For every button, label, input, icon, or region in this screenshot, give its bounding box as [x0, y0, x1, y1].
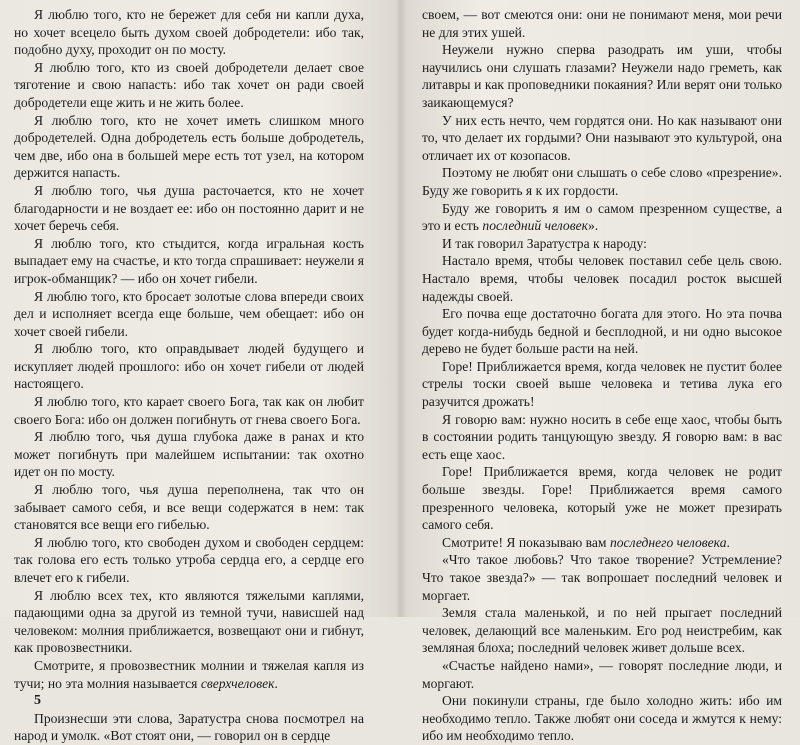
paragraph: Я говорю вам: нужно носить в себе еще хаос, чтобы быть в состоянии родить танцующую звезду. Я говорю вам: в вас есть еще хаос. [422, 411, 782, 462]
paragraph: Произнесши эти слова, Заратустра снова посмотрел на народ и умолк. «Вот стоят они, — говорил он в сердце [14, 710, 364, 744]
paragraph: Горе! Приближается время, когда человек не пустит более стрелы тоски своей выше человека и тетива лука его разучится дрожать! [422, 358, 782, 410]
right-text-column [422, 6, 782, 745]
paragraph [422, 534, 782, 552]
emphasized-term: сверхчеловек [200, 675, 275, 691]
paragraph: У них есть нечто, чем гордятся они. Но как называют они то, что делает их гордыми? Они называют это культурой, она отличает их от козопасов. [422, 112, 782, 163]
paragraph: Поэтому не любят они слышать о себе слово «презрение». Буду же говорить я к их гордости. [422, 165, 782, 198]
right-page [402, 0, 800, 744]
left-page [0, 0, 398, 744]
paragraph: Я люблю того, кто карает своего Бога, так как он любит своего Бога: ибо он должен погибнуть от гнева своего Бога. [14, 394, 364, 427]
paragraph: Я люблю того, кто из своей добродетели делает свое тяготение и свою напасть: ибо так хочет он ради своей добродетели еще жить и не жить более. [14, 59, 364, 110]
paragraph: Неужели нужно сперва разодрать им уши, чтобы научились они слушать глазами? Неужели надо греметь, как литавры и как проповедники покаяния? Или верят они только заикающемуся? [422, 42, 782, 110]
paragraph: Я люблю того, кто свободен духом и свободен сердцем: так голова его есть только утроба сердца его, а сердце его влечет его к гибели. [14, 534, 364, 585]
paragraph-text: Смотрите, я провозвестник молнии и тяжелая капля из тучи; но эта молния называется [14, 657, 364, 691]
paragraph: Земля стала маленькой, и по ней прыгает последний человек, делающий все маленьким. Его род неистребим, как земляная блоха; последний человек живет дольше всех. [422, 605, 782, 656]
paragraph: Настало время, чтобы человек поставил себе цель свою. Настало время, чтобы человек посадил росток высшей надежды своей. [422, 253, 782, 304]
paragraph-tail: ». [588, 218, 599, 234]
paragraph-continued: своем, — вот смеются они: они не понимают меня, мои речи не для этих ушей. [422, 7, 782, 40]
paragraph: Я люблю того, чья душа глубока даже в ранах и кто может погибнуть при малейшем испытании: так охотно идет он по мосту. [14, 429, 364, 480]
paragraph: Я люблю того, кто не хочет иметь слишком много добродетелей. Одна добродетель есть больше добродетель, чем две, ибо она в большей мере есть тот узел, на котором держится напасть. [14, 112, 364, 181]
emphasized-term: последнего человека [609, 534, 727, 550]
paragraph: Горе! Приближается время, когда человек не родит больше звезды. Горе! Приближается время самого презренного человека, который уже не может презирать самого себя. [422, 464, 782, 533]
paragraph [14, 657, 364, 692]
chapter-number: 5 [34, 693, 41, 709]
paragraph: «Счастье найдено нами», — говорят последние люди, и моргают. [422, 657, 782, 691]
emphasized-term: последний человек [482, 218, 588, 234]
paragraph: Я люблю того, кто оправдывает людей будущего и искупляет людей прошлого: ибо он хочет гибели от людей настоящего. [14, 341, 364, 392]
paragraph: «Что такое любовь? Что такое творение? Устремление? Что такое звезда?» — так вопрошает последний человек и моргает. [422, 552, 782, 603]
paragraph-tail: . [274, 675, 278, 691]
paragraph: Я люблю того, чья душа расточается, кто не хочет благодарности и не воздает ее: ибо он постоянно дарит и не хочет беречь себя. [14, 182, 364, 234]
paragraph: Я люблю всех тех, кто являются тяжелыми каплями, падающими одна за другой из темной тучи, нависшей над человеком: молния приближается, возвещают они и гибнут, как провозвестники. [14, 587, 364, 656]
paragraph: Я люблю того, кто стыдится, когда игральная кость выпадает ему на счастье, и кто тогда спрашивает: неужели я игрок-обманщик? — ибо он хочет гибели. [14, 235, 364, 286]
left-text-column [14, 6, 364, 745]
paragraph: Они покинули страны, где было холодно жить: ибо им необходимо тепло. Также любят они соседа и жмутся к нему: ибо им необходимо тепло. [422, 693, 782, 744]
paragraph: И так говорил Заратустра к народу: [442, 235, 647, 251]
paragraph-tail: . [726, 534, 730, 550]
paragraph: Я люблю того, чья душа переполнена, так что он забывает самого себя, и все вещи содержатся в нем: так становятся все вещи его гибелью. [14, 482, 364, 533]
paragraph-text: Смотрите! Я показываю вам [442, 534, 610, 550]
paragraph [422, 200, 782, 235]
paragraph: Его почва еще достаточно богата для этого. Но эта почва будет когда-нибудь бедной и бесплодной, и ни одно высокое дерево не будет больше расти на ней. [422, 306, 782, 357]
paragraph: Я люблю того, кто не бережет для себя ни капли духа, но хочет всецело быть духом своей добродетели: ибо так, подобно духу, проходит он по мосту. [14, 7, 364, 58]
paragraph-text: Буду же говорить я им о самом презренном существе, а это и есть [422, 200, 782, 234]
paragraph: Я люблю того, кто бросает золотые слова впереди своих дел и исполняет всегда еще больше, чем обещает: ибо он хочет своей гибели. [14, 288, 364, 339]
